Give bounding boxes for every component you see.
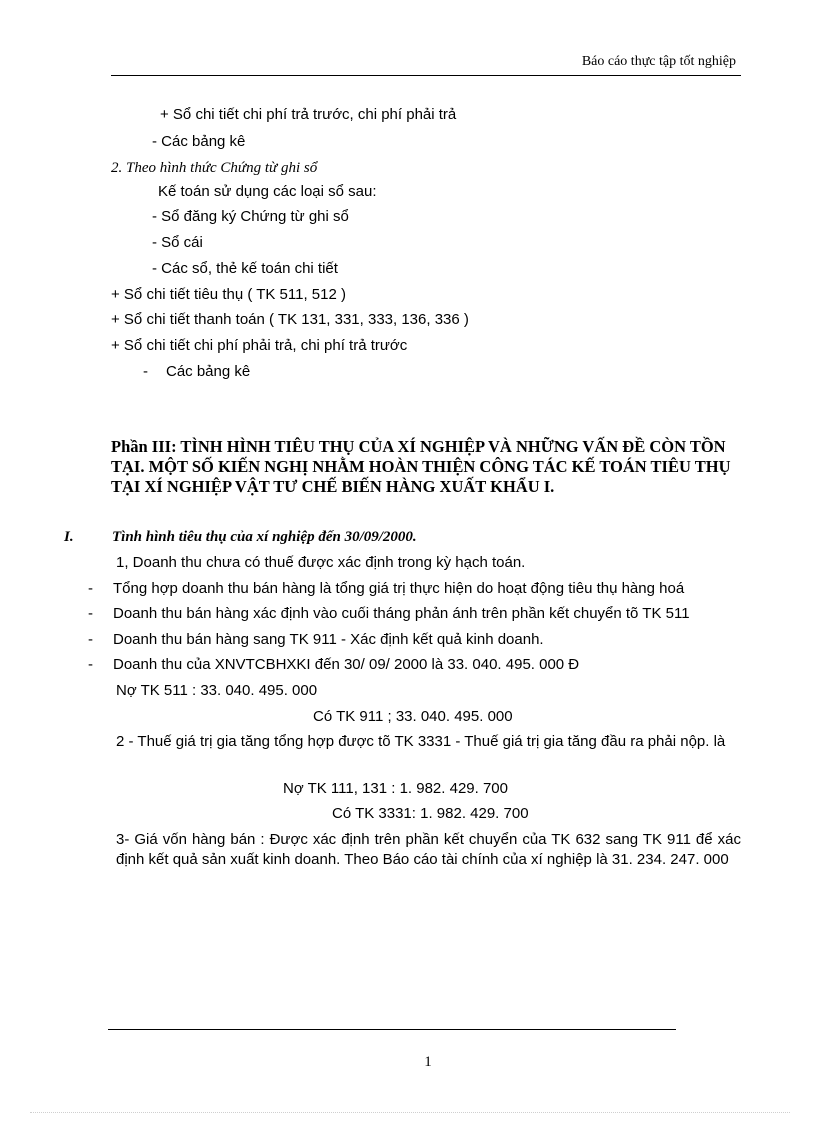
bullet-dash: - bbox=[88, 631, 93, 648]
paragraph: 2 - Thuế giá trị gia tăng tổng hợp được tõ TK 3331 - Thuế giá trị gia tăng đầu ra phải nộp. là bbox=[116, 733, 726, 750]
list-item: + Sổ chi tiết chi phí phải trả, chi phí trả trước bbox=[111, 337, 408, 354]
journal-entry: Có TK 911 ; 33. 040. 495. 000 bbox=[313, 708, 513, 725]
list-item: Các bảng kê bbox=[166, 363, 251, 380]
page-number: 1 bbox=[424, 1054, 432, 1070]
journal-entry: Nợ TK 511 : 33. 040. 495. 000 bbox=[116, 682, 318, 699]
journal-entry: Có TK 3331: 1. 982. 429. 700 bbox=[332, 805, 529, 822]
header-rule bbox=[111, 75, 741, 76]
list-item: + Sổ chi tiết chi phí trả trước, chi phí phải trả bbox=[160, 106, 457, 123]
page-bottom-border bbox=[30, 1112, 790, 1113]
list-item: + Sổ chi tiết tiêu thụ ( TK 511, 512 ) bbox=[111, 286, 346, 303]
bullet-item: Doanh thu của XNVTCBHXKI đến 30/ 09/ 2000 là 33. 040. 495. 000 Đ bbox=[113, 656, 580, 673]
list-item: + Sổ chi tiết thanh toán ( TK 131, 331, 333, 136, 336 ) bbox=[111, 311, 469, 328]
paragraph: 1, Doanh thu chưa có thuế được xác định trong kỳ hạch toán. bbox=[116, 554, 526, 571]
list-item: - Các sổ, thẻ kế toán chi tiết bbox=[152, 260, 338, 277]
subsection-title: Tình hình tiêu thụ của xí nghiệp đến 30/09/2000. bbox=[112, 529, 417, 545]
footer-rule bbox=[108, 1029, 676, 1030]
bullet-item: Doanh thu bán hàng xác định vào cuối tháng phản ánh trên phần kết chuyển tõ TK 511 bbox=[113, 605, 690, 622]
section-heading: Phần III: TÌNH HÌNH TIÊU THỤ CỦA XÍ NGHIỆP VÀ NHỮNG VẤN ĐỀ CÒN TỒN TẠI. MỘT SỐ KIẾN NGHỊ NHẰM HOÀN THIỆN CÔNG TÁC KẾ TOÁN TIÊU THỤ TẠI XÍ NGHIỆP VẬT TƯ CHẾ BIẾN HÀNG XUẤT KHẨU I. bbox=[111, 437, 731, 496]
bullet-item: Doanh thu bán hàng sang TK 911 - Xác định kết quả kinh doanh. bbox=[113, 631, 544, 648]
subsection-title: 2. Theo hình thức Chứng từ ghi sổ bbox=[111, 160, 318, 176]
list-dash: - bbox=[143, 363, 148, 380]
bullet-dash: - bbox=[88, 605, 93, 622]
list-item: - Sổ cái bbox=[152, 234, 203, 251]
subsection-number: I. bbox=[64, 529, 74, 545]
list-item: - Sổ đăng ký Chứng từ ghi sổ bbox=[152, 208, 349, 225]
list-item: - Các bảng kê bbox=[152, 133, 246, 150]
journal-entry: Nợ TK 111, 131 : 1. 982. 429. 700 bbox=[283, 780, 508, 797]
bullet-item: Tổng hợp doanh thu bán hàng là tổng giá trị thực hiện do hoạt động tiêu thụ hàng hoá bbox=[113, 580, 685, 597]
running-header: Báo cáo thực tập tốt nghiệp bbox=[581, 54, 736, 69]
paragraph: Kế toán sử dụng các loại sổ sau: bbox=[158, 183, 377, 200]
bullet-dash: - bbox=[88, 580, 93, 597]
paragraph: 3- Giá vốn hàng bán : Được xác định trên phần kết chuyển của TK 632 sang TK 911 để xác định kết quả sản xuất kinh doanh. Theo Báo cáo tài chính của xí nghiệp là 31. 234. 247. 000 bbox=[116, 831, 741, 868]
bullet-dash: - bbox=[88, 656, 93, 673]
